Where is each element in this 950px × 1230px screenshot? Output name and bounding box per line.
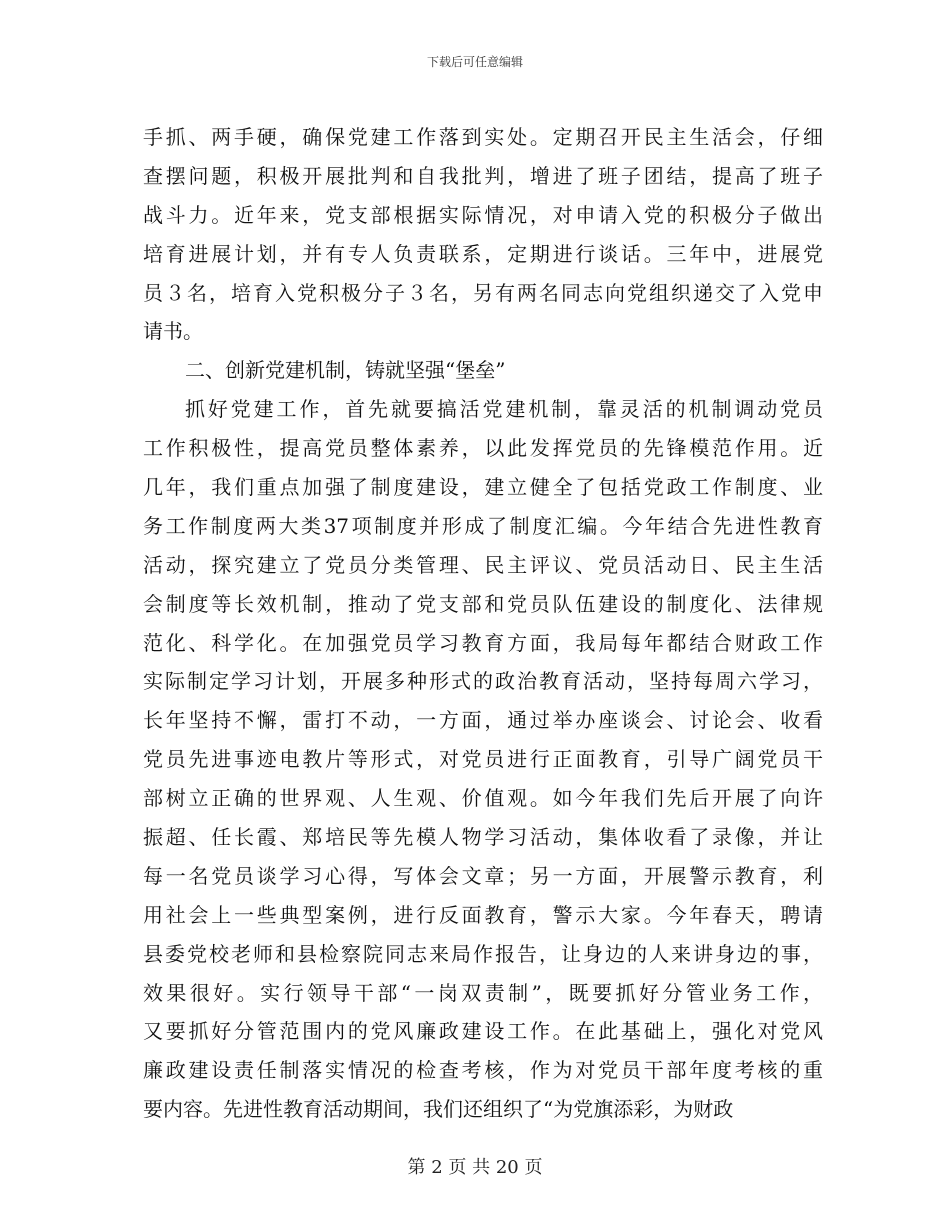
- text-line: 范化、科学化。在加强党员学习教育方面，我局每年都结合财政工作: [143, 630, 823, 655]
- paragraph: [143, 351, 823, 390]
- document-body: [143, 118, 823, 1129]
- text-line: 手抓、两手硬，确保党建工作落到实处。定期召开民主生活会，仔细: [143, 125, 823, 149]
- paragraph: [143, 390, 823, 1129]
- text-line: 县委党校老师和县检察院同志来局作报告，让身边的人来讲身边的事，: [143, 941, 823, 966]
- paragraph: [143, 118, 823, 351]
- text-line: 长年坚持不懈，雷打不动，一方面，通过举办座谈会、讨论会、收看: [143, 708, 823, 733]
- text-line: 又要抓好分管范围内的党风廉政建设工作。在此基础上，强化对党风: [143, 1019, 823, 1044]
- text-line: 抓好党建工作，首先就要搞活党建机制，靠灵活的机制调动党员: [185, 397, 823, 422]
- text-line: 实际制定学习计划，开展多种形式的政治教育活动，坚持每周六学习，: [143, 669, 823, 694]
- text-line: 要内容。先进性教育活动期间，我们还组织了“为党旗添彩，为财政: [143, 1097, 734, 1122]
- text-line: 振超、任长霞、郑培民等先模人物学习活动，集体收看了录像，并让: [143, 825, 823, 850]
- text-line: 效果很好。实行领导干部“一岗双责制”，既要抓好分管业务工作，: [143, 980, 823, 1005]
- page-footer: 第 2 页 共 20 页: [407, 1157, 543, 1178]
- text-line: 会制度等长效机制，推动了党支部和党员队伍建设的制度化、法律规: [143, 591, 823, 616]
- text-line: 廉政建设责任制落实情况的检查考核，作为对党员干部年度考核的重: [143, 1058, 823, 1083]
- page-header: 下载后可任意编辑: [426, 55, 523, 69]
- text-line: 二、创新党建机制，铸就坚强“堡垒”: [185, 358, 506, 383]
- text-line: 党员先进事迹电教片等形式，对党员进行正面教育，引导广阔党员干: [143, 747, 823, 772]
- text-line: 战斗力。近年来，党支部根据实际情况，对申请入党的积极分子做出: [143, 202, 823, 227]
- text-line: 培育进展计划，并有专人负责联系，定期进行谈话。三年中，进展党: [143, 241, 823, 266]
- text-line: 请书。: [143, 319, 203, 344]
- text-line: 部树立正确的世界观、人生观、价值观。如今年我们先后开展了向许: [143, 786, 823, 811]
- text-line: 查摆问题，积极开展批判和自我批判，增进了班子团结，提高了班子: [143, 163, 823, 188]
- text-line: 活动，探究建立了党员分类管理、民主评议、党员活动日、民主生活: [143, 552, 823, 577]
- text-line: 员３名，培育入党积极分子３名，另有两名同志向党组织递交了入党申: [143, 280, 823, 305]
- text-line: 几年，我们重点加强了制度建设，建立健全了包括党政工作制度、业: [143, 475, 823, 500]
- text-line: 用社会上一些典型案例，进行反面教育，警示大家。今年春天，聘请: [143, 902, 823, 927]
- text-line: 务工作制度两大类37项制度并形成了制度汇编。今年结合先进性教育: [143, 513, 823, 538]
- text-line: 每一名党员谈学习心得，写体会文章；另一方面，开展警示教育，利: [143, 863, 823, 888]
- text-line: 工作积极性，提高党员整体素养，以此发挥党员的先锋模范作用。近: [143, 436, 823, 461]
